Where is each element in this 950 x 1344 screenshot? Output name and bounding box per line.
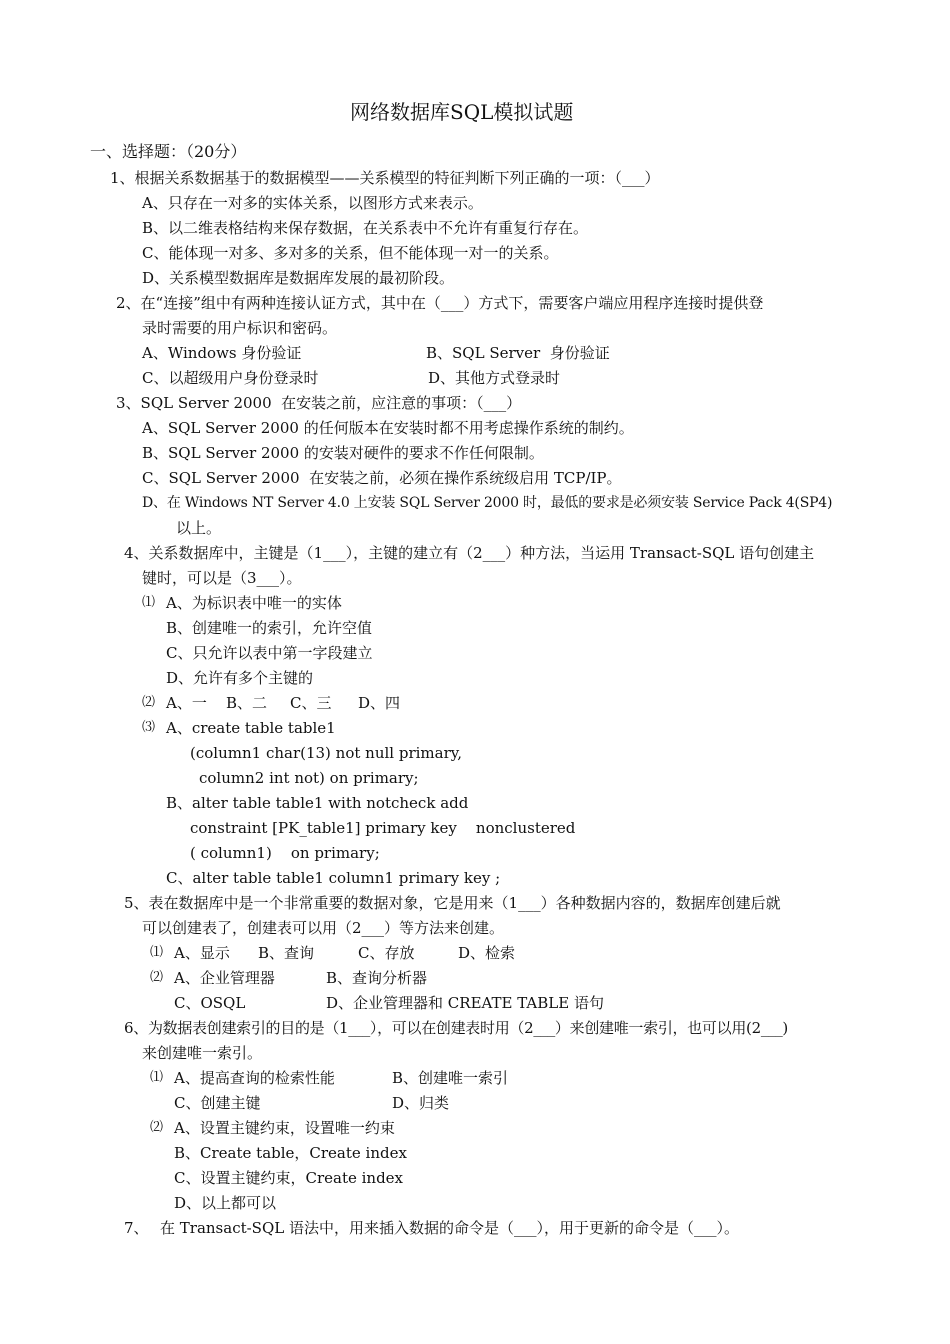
question-5-part2-marker: ⑵ xyxy=(150,970,164,985)
question-5-part1-option-a: A、显示 xyxy=(174,944,230,962)
question-4-part1-option-d: D、允许有多个主键的 xyxy=(166,669,314,687)
question-6-stem-line1: 6、为数据表创建索引的目的是（1___），可以在创建表时用（2___）来创建唯一索引，也可以用(2___) xyxy=(124,1019,788,1037)
question-4-part3-option-b-line1: B、alter table table1 with notcheck add xyxy=(166,794,469,812)
question-6-part2-option-d: D、以上都可以 xyxy=(174,1194,277,1212)
question-6-part1-option-a: A、提高查询的检索性能 xyxy=(174,1069,335,1087)
question-2-option-b: B、SQL Server 身份验证 xyxy=(426,344,610,362)
question-5-part1-option-d: D、检索 xyxy=(458,944,516,962)
question-3-option-c: C、SQL Server 2000 在安装之前，必须在操作系统级启用 TCP/IP。 xyxy=(142,469,622,487)
question-3-option-a: A、SQL Server 2000 的任何版本在安装时都不用考虑操作系统的制约。 xyxy=(142,419,634,437)
question-1-stem: 1、根据关系数据基于的数据模型——关系模型的特征判断下列正确的一项：（___） xyxy=(110,169,660,187)
question-4-part3-option-b-line2: constraint [PK_table1] primary key nonclustered xyxy=(190,819,576,837)
question-6-part2-option-c: C、设置主键约束，Create index xyxy=(174,1169,404,1187)
question-2-option-c: C、以超级用户身份登录时 xyxy=(142,369,319,387)
question-6-part1-option-b: B、创建唯一索引 xyxy=(392,1069,509,1087)
question-4-part1-marker: ⑴ xyxy=(142,595,156,610)
question-5-stem-line1: 5、表在数据库中是一个非常重要的数据对象，它是用来（1___）各种数据内容的，数据库创建后就 xyxy=(124,894,781,912)
question-3-option-d-line1: D、在 Windows NT Server 4.0 上安装 SQL Server 2000 时，最低的要求是必须安装 Service Pack 4(SP4) xyxy=(142,495,833,511)
question-4-part3-option-a-line3: column2 int not) on primary; xyxy=(199,769,419,787)
question-4-part2-option-d: D、四 xyxy=(358,694,401,712)
question-4-part2-marker: ⑵ xyxy=(142,695,156,710)
question-2-option-a: A、Windows 身份验证 xyxy=(142,344,302,362)
question-4-part3-option-c: C、alter table table1 column1 primary key ; xyxy=(166,869,501,887)
question-7-stem: 在 Transact-SQL 语法中，用来插入数据的命令是（___），用于更新的命令是（___）。 xyxy=(160,1219,739,1237)
question-6-part1-option-c: C、创建主键 xyxy=(174,1094,261,1112)
question-4-part2-option-b: B、二 xyxy=(226,694,268,712)
question-3-option-d-line2: 以上。 xyxy=(176,519,222,537)
question-2-stem-line1: 2、在“连接”组中有两种连接认证方式，其中在（___）方式下，需要客户端应用程序连接时提供登 xyxy=(116,294,764,312)
question-2-option-d: D、其他方式登录时 xyxy=(428,369,561,387)
question-4-part1-option-a: A、为标识表中唯一的实体 xyxy=(166,594,342,612)
question-5-part2-option-b: B、查询分析器 xyxy=(326,969,428,987)
question-4-part3-marker: ⑶ xyxy=(142,720,156,735)
question-4-stem-line1: 4、关系数据库中，主键是（1___），主键的建立有（2___）种方法，当运用 Transact-SQL 语句创建主 xyxy=(124,544,815,562)
question-4-part3-option-a-line2: (column1 char(13) not null primary, xyxy=(190,744,462,762)
section-heading: 一、选择题：（20分） xyxy=(90,142,247,161)
question-5-part2-option-a: A、企业管理器 xyxy=(174,969,275,987)
question-2-stem-line2: 录时需要的用户标识和密码。 xyxy=(142,319,338,337)
question-4-part3-option-b-line3: ( column1) on primary; xyxy=(190,844,380,862)
question-1-option-a: A、只存在一对多的实体关系，以图形方式来表示。 xyxy=(142,194,483,212)
question-4-part2-option-a: A、一 xyxy=(166,694,207,712)
question-6-part1-marker: ⑴ xyxy=(150,1070,164,1085)
question-6-part2-option-b: B、Create table，Create index xyxy=(174,1144,407,1162)
question-1-option-d: D、关系模型数据库是数据库发展的最初阶段。 xyxy=(142,269,455,287)
question-5-stem-line2: 可以创建表了，创建表可以用（2___）等方法来创建。 xyxy=(142,919,505,937)
question-6-part2-marker: ⑵ xyxy=(150,1120,164,1135)
question-5-part1-marker: ⑴ xyxy=(150,945,164,960)
question-5-part2-option-d: D、企业管理器和 CREATE TABLE 语句 xyxy=(326,994,604,1012)
question-7-number: 7、 xyxy=(124,1219,149,1237)
question-6-part1-option-d: D、归类 xyxy=(392,1094,450,1112)
question-4-part1-option-c: C、只允许以表中第一字段建立 xyxy=(166,644,373,662)
question-3-option-b: B、SQL Server 2000 的安装对硬件的要求不作任何限制。 xyxy=(142,444,544,462)
question-6-part2-option-a: A、设置主键约束，设置唯一约束 xyxy=(174,1119,395,1137)
question-5-part2-option-c: C、OSQL xyxy=(174,994,246,1012)
question-1-option-c: C、能体现一对多、多对多的关系，但不能体现一对一的关系。 xyxy=(142,244,559,262)
question-3-stem: 3、SQL Server 2000 在安装之前，应注意的事项：（___） xyxy=(116,394,522,412)
question-5-part1-option-c: C、存放 xyxy=(358,944,415,962)
question-4-part3-option-a-line1: A、create table table1 xyxy=(166,719,336,737)
question-4-part2-option-c: C、三 xyxy=(290,694,332,712)
question-1-option-b: B、以二维表格结构来保存数据，在关系表中不允许有重复行存在。 xyxy=(142,219,589,237)
page-title: 网络数据库SQL模拟试题 xyxy=(350,100,574,124)
question-6-stem-line2: 来创建唯一索引。 xyxy=(142,1044,263,1062)
question-4-stem-line2: 键时，可以是（3___）。 xyxy=(142,569,302,587)
question-4-part1-option-b: B、创建唯一的索引，允许空值 xyxy=(166,619,373,637)
question-5-part1-option-b: B、查询 xyxy=(258,944,315,962)
